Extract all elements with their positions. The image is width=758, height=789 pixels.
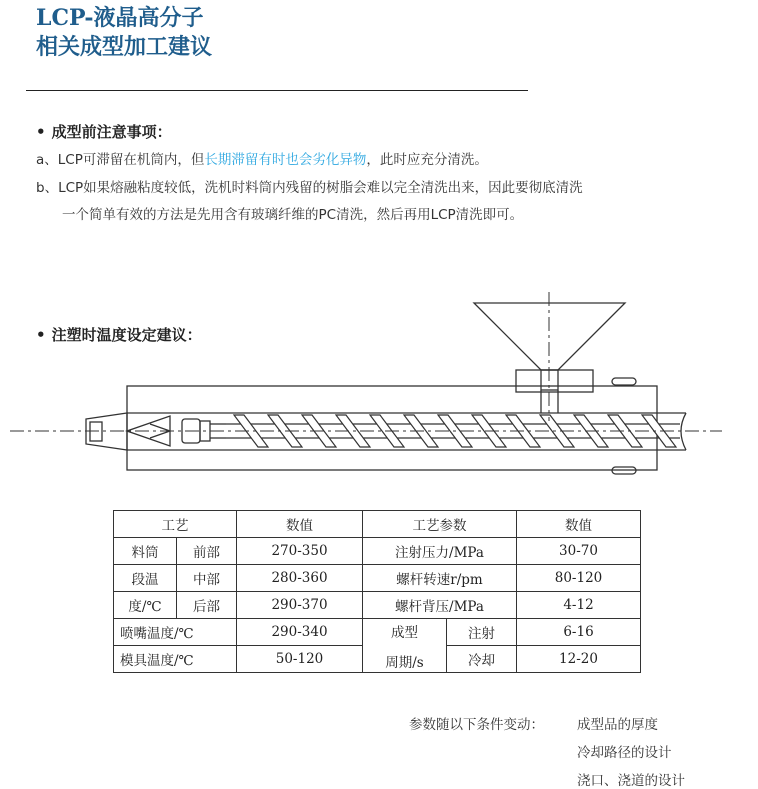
inject-value: 6-16 [517, 619, 641, 646]
table-row [114, 565, 641, 592]
bullet-icon: • [36, 123, 46, 141]
note-a-prefix: a、LCP可滞留在机筒内，但 [36, 152, 205, 168]
footnote-item: 浇口、浇道的设计 [577, 773, 685, 789]
title-divider [26, 90, 528, 91]
speed-label: 螺杆转速r/pm [363, 565, 517, 592]
inject-label: 注射 [447, 619, 517, 646]
feed-throat [516, 370, 593, 392]
pressure-label: 注射压力/MPa [363, 538, 517, 565]
footnote-label: 参数随以下条件变动： [409, 717, 544, 733]
table-row [114, 592, 641, 619]
barrel-housing [127, 386, 657, 470]
bullet-icon: • [36, 326, 46, 344]
zone-front-value: 270-350 [237, 538, 363, 565]
header-value2: 数值 [517, 511, 641, 538]
note-a-suffix: ，此时应充分清洗。 [366, 152, 488, 168]
nozzle-temp-label: 喷嘴温度/℃ [114, 619, 237, 646]
mold-temp-value: 50-120 [237, 646, 363, 673]
injection-machine-diagram [0, 286, 758, 500]
page-title-line1: LCP-液晶高分子 [36, 5, 204, 31]
footnote-item: 冷却路径的设计 [577, 745, 672, 761]
cycle-label-line1: 成型 [391, 624, 418, 641]
zone-front: 前部 [177, 538, 237, 565]
pressure-value: 30-70 [517, 538, 641, 565]
precautions-heading [36, 121, 172, 142]
zone-rear-value: 290-370 [237, 592, 363, 619]
page-title-line2: 相关成型加工建议 [36, 34, 213, 60]
mold-temp-label: 模具温度/℃ [114, 646, 237, 673]
process-parameters-table [113, 510, 641, 673]
note-b-line1: b、LCP如果熔融粘度较低，洗机时料筒内残留的树脂会难以完全清洗出来，因此要彻底清洗 [36, 180, 583, 196]
temperature-heading-text: 注塑时温度设定建议： [51, 326, 202, 344]
cycle-label-line2: 周期/s [385, 654, 424, 671]
cycle-label [363, 619, 447, 673]
back-pressure-value: 4-12 [517, 592, 641, 619]
cool-label: 冷却 [447, 646, 517, 673]
header-process: 工艺 [114, 511, 237, 538]
speed-value: 80-120 [517, 565, 641, 592]
note-a [36, 151, 488, 169]
precautions-heading-text: 成型前注意事项： [51, 123, 172, 141]
table-header-row [114, 511, 641, 538]
zone-rear: 后部 [177, 592, 237, 619]
barrel-label-1: 料筒 [114, 538, 177, 565]
barrel-label-2: 段温 [114, 565, 177, 592]
zone-middle: 中部 [177, 565, 237, 592]
note-a-highlight: 长期滞留有时也会劣化异物 [204, 152, 367, 168]
header-value: 数值 [237, 511, 363, 538]
back-pressure-label: 螺杆背压/MPa [363, 592, 517, 619]
header-param: 工艺参数 [363, 511, 517, 538]
table-row [114, 619, 641, 646]
zone-middle-value: 280-360 [237, 565, 363, 592]
barrel-label-3: 度/℃ [114, 592, 177, 619]
cool-value: 12-20 [517, 646, 641, 673]
footnote-item: 成型品的厚度 [577, 717, 658, 733]
nozzle-temp-value: 290-340 [237, 619, 363, 646]
heater-slot-top [612, 378, 636, 385]
table-row [114, 538, 641, 565]
note-b-line2: 一个简单有效的方法是先用含有玻璃纤维的PC清洗，然后再用LCP清洗即可。 [62, 207, 524, 223]
